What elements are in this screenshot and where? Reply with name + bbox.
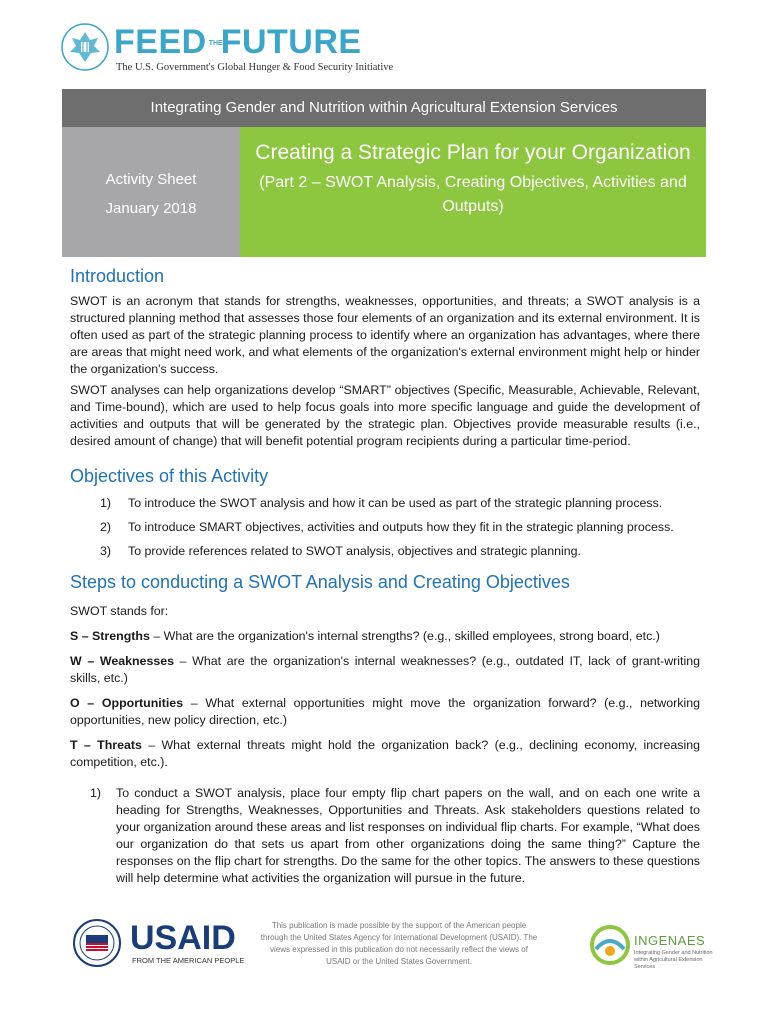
logo-wordmark: FEED THEFUTURE [114,23,362,61]
activity-info-box [62,127,240,257]
usaid-logo [72,914,247,974]
document-subtitle: (Part 2 – SWOT Analysis, Creating Objectives, Activities and Outputs) [259,174,687,215]
series-title-bar: Integrating Gender and Nutrition within Agricultural Extension Services [62,89,706,127]
usaid-tagline: FROM THE AMERICAN PEOPLE [132,956,245,965]
activity-date: January 2018 [105,200,197,217]
ingenaes-logo [590,917,720,977]
logo-tagline: The U.S. Government's Global Hunger & Food Security Initiative [116,62,394,73]
swot-strengths: S – Strengths – What are the organization's internal strengths? (e.g., skilled employees, strong board, etc.) [70,629,660,643]
intro-paragraph-2: SWOT analyses can help organizations develop “SMART” objectives (Specific, Measurable, Achievable, Relevant, and Time-bound), which are used to help focus goals into more specific language and guide the development of activities and outputs that will be generated by the strategic plan. Objectives provide measurable results (i.e., desired amount of change) that will benefit potential program recipients during a particular time-period. [70,383,700,448]
list-item: 1) To introduce the SWOT analysis and how it can be used as part of the strategic planning process. [100,496,663,510]
document-title-box [240,127,706,257]
us-seal-icon [60,22,110,72]
document-title: Creating a Strategic Plan for your Organization [255,141,691,164]
usaid-wordmark: USAID [130,919,236,957]
intro-paragraph-1: SWOT is an acronym that stands for strengths, weaknesses, opportunities, and threats; a SWOT analysis is a structured planning method that assesses those four elements of an organization and its external environment. It is often used as part of the strategic planning process to identify where an organization has advantages, where there are areas that might need work, and what elements of the organization's external environment might help or hinder the organization's success. [70,294,700,376]
steps-list-item: 1) To conduct a SWOT analysis, place four empty flip chart papers on the wall, and on each one write a heading for Strengths, Weaknesses, Opportunities and Threats. Ask stakeholders questions related to your organization around these areas and list responses on individual flip charts. For example, “What does our organization do that sets us apart from other organizations doing the same thing?” Capture the responses on the flip chart for strengths. Do the same for the other topics. The answers to these questions will help determine what activities the organization will pursue in the future. [90,786,700,885]
usaid-seal-icon [72,918,122,968]
swot-stands-for: SWOT stands for: [70,604,169,618]
activity-label: Activity Sheet [105,171,197,188]
ingenaes-swirl-icon [590,925,630,965]
objectives-heading: Objectives of this Activity [70,466,269,486]
document-body [70,266,700,887]
ingenaes-tagline: Integrating Gender and Nutrition within Agricultural Extension Services [634,950,713,970]
step-1-text: To conduct a SWOT analysis, place four empty flip chart papers on the wall, and on each one write a heading for Strengths, Weaknesses, Opportunities and Threats. Ask stakeholders questions related to your organization around these areas and list responses on individual flip charts. For example, “What does our organization do that sets us apart from other organizations doing the same thing?” Capture the responses on the flip chart for strengths. Do the same for the other topics. The answers to these questions will help determine what activities the organization will pursue in the future. [116,786,700,885]
footer [62,912,712,982]
swot-weaknesses: W – Weaknesses – What are the organization's internal weaknesses? (e.g., outdated IT, lack of grant-writing skills, etc.) [70,654,700,685]
swot-threats: T – Threats – What external threats might hold the organization back? (e.g., declining economy, increasing competition, etc.). [70,738,701,769]
feed-the-future-logo [60,20,394,80]
swot-opportunities: O – Opportunities – What external opportunities might move the organization forward? (e.g., networking opportunities, new policy direction, etc.) [70,696,700,727]
ingenaes-wordmark: INGENAES [634,933,706,948]
list-item: 3) To provide references related to SWOT analysis, objectives and strategic planning. [100,544,581,558]
list-item: 2) To introduce SMART objectives, activities and outputs how they fit in the strategic planning process. [100,520,674,534]
disclaimer-text: This publication is made possible by the support of the American people through the United States Agency for International Development (USAID). The views expressed in this publication do not necessarily reflect the views of USAID or the United States Government. [260,921,538,966]
intro-heading: Introduction [70,266,165,286]
steps-heading: Steps to conducting a SWOT Analysis and Creating Objectives [70,572,570,592]
objectives-list [100,495,700,560]
